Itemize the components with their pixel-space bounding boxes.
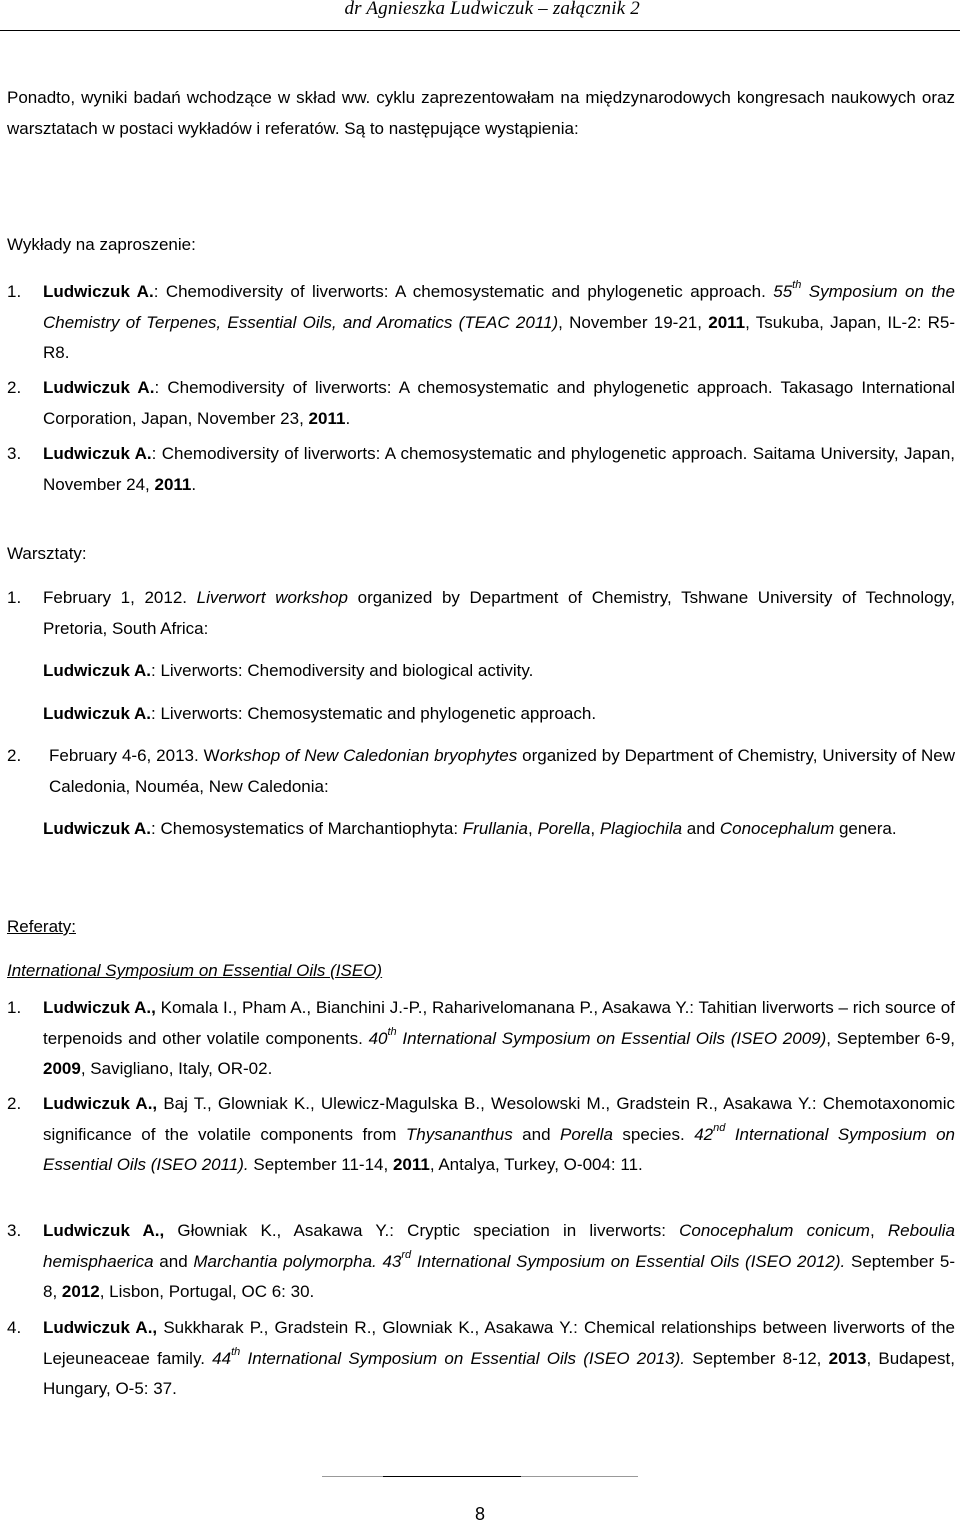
item-number: 1.: [7, 998, 22, 1017]
papers-heading: Referaty:: [7, 917, 76, 936]
workshop-item: [7, 583, 955, 644]
lecture-item: [7, 277, 955, 369]
item-number: 2.: [7, 1094, 22, 1113]
paper-text: Ludwiczuk A., Sukkharak P., Gradstein R., Glowniak K., Asakawa Y.: Chemical relationships between liverworts of the Lejeuneaceae family. 44th International Symposium on Essential Oils (ISEO 2013). September 8-12, 2013, Budapest, Hungary, O-5: 37.: [43, 1318, 955, 1398]
item-number: 2.: [7, 746, 22, 765]
workshop-text: February 4-6, 2013. Workshop of New Caledonian bryophytes organized by Department of Chemistry, University of New Caledonia, Nouméa, New Caledonia:: [49, 746, 956, 796]
item-number: 4.: [7, 1318, 22, 1337]
footer-rule-dark: [383, 1476, 521, 1477]
page-number: 8: [474, 1504, 485, 1524]
workshop-talk: Ludwiczuk A.: Liverworts: Chemosystematic and phylogenetic approach.: [43, 704, 597, 723]
lecture-item: [7, 373, 955, 434]
paper-item: [7, 993, 955, 1085]
workshop-item: [7, 741, 955, 802]
item-number: 3.: [7, 1221, 22, 1240]
paper-item: [7, 1089, 955, 1181]
paper-text: Ludwiczuk A., Komala I., Pham A., Bianchini J.-P., Raharivelomanana P., Asakawa Y.: Tahitian liverworts – rich source of terpenoids and other volatile components. 40th International Symposium on Essential Oils (ISEO 2009), September 6-9, 2009, Savigliano, Italy, OR-02.: [43, 998, 955, 1078]
item-number: 1.: [7, 282, 22, 301]
paper-text: Ludwiczuk A., Baj T., Glowniak K., Ulewicz-Magulska B., Wesolowski M., Gradstein R., Asakawa Y.: Chemotaxonomic significance of the volatile components from Thysananthus and Porella species. 42nd International Symposium on Essential Oils (ISEO 2011). September 11-14, 2011, Antalya, Turkey, O-004: 11.: [43, 1094, 956, 1174]
workshop-talk: Ludwiczuk A.: Liverworts: Chemodiversity and biological activity.: [43, 661, 534, 680]
lecture-text: Ludwiczuk A.: Chemodiversity of liverworts: A chemosystematic and phylogenetic approach. Takasago International Corporation, Japan, November 23, 2011.: [43, 378, 955, 428]
paper-text: Ludwiczuk A., Głowniak K., Asakawa Y.: Cryptic speciation in liverworts: Conocephalum conicum, Reboulia hemisphaerica and Marchantia polymorpha. 43rd International Symposium on Essential Oils (ISEO 2012). September 5-8, 2012, Lisbon, Portugal, OC 6: 30.: [43, 1221, 955, 1301]
lecture-item: [7, 439, 955, 500]
lectures-heading: Wykłady na zaproszenie:: [7, 235, 196, 254]
lecture-text: Ludwiczuk A.: Chemodiversity of liverworts: A chemosystematic and phylogenetic approach. 55th Symposium on the Chemistry of Terpenes, Essential Oils, and Aromatics (TEAC 2011), November 19-21, 2011, Tsukuba, Japan, IL-2: R5-R8.: [43, 279, 956, 362]
header-title: dr Agnieszka Ludwiczuk – załącznik 2: [344, 0, 640, 19]
paper-item: [7, 1313, 955, 1405]
paper-item: [7, 1216, 955, 1308]
header-rule: [0, 30, 960, 31]
item-number: 2.: [7, 378, 22, 397]
papers-subheading: International Symposium on Essential Oils (ISEO): [7, 961, 383, 980]
lecture-text: Ludwiczuk A.: Chemodiversity of liverworts: A chemosystematic and phylogenetic approach. Saitama University, Japan, November 24, 2011.: [43, 444, 955, 494]
workshops-heading: Warsztaty:: [7, 544, 87, 563]
item-number: 3.: [7, 444, 22, 463]
item-number: 1.: [7, 588, 22, 607]
workshop-text: February 1, 2012. Liverwort workshop organized by Department of Chemistry, Tshwane University of Technology, Pretoria, South Africa:: [43, 588, 956, 638]
workshop-talk: Ludwiczuk A.: Chemosystematics of Marchantiophyta: Frullania, Porella, Plagiochila and Conocephalum genera.: [43, 819, 897, 838]
intro-paragraph: Ponadto, wyniki badań wchodzące w skład ww. cyklu zaprezentowałam na międzynarodowych kongresach naukowych oraz warsztatach w postaci wykładów i referatów. Są to następujące wystąpienia:: [7, 88, 955, 138]
